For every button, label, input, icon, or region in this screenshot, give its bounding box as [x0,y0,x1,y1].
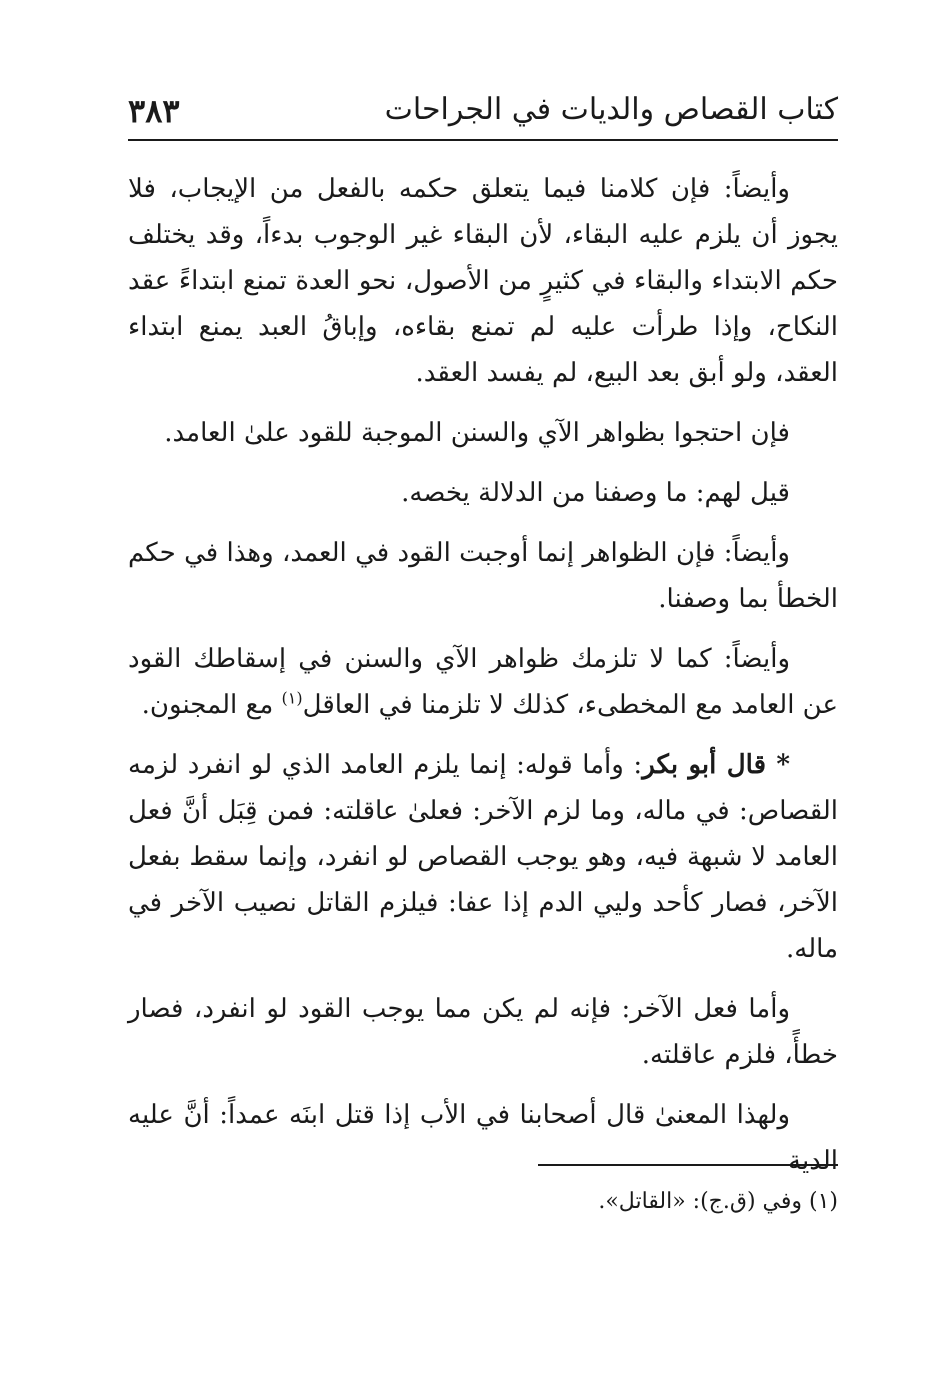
paragraph-qala-abu-bakr [128,742,838,972]
main-text [128,166,838,1198]
paragraph: وأيضاً: فإن الظواهر إنما أوجبت القود في العمد، وهذا في حكم الخطأ بما وصفنا. [128,538,838,614]
paragraph: قيل لهم: ما وصفنا من الدلالة يخصه. [401,478,790,508]
paragraph: وأما فعل الآخر: فإنه لم يكن مما يوجب القود لو انفرد، فصار خطأً، فلزم عاقلته. [128,994,838,1070]
paragraph-with-footnote [128,636,838,728]
header-rule [128,139,838,141]
paragraph: وأيضاً: فإن كلامنا فيما يتعلق حكمه بالفعل من الإيجاب، فلا يجوز أن يلزم عليه البقاء، لأن البقاء غير الوجوب بدءاً، وقد يختلف حكم الابتداء والبقاء في كثيرٍ من الأصول، نحو العدة تمنع ابتداءً عقد النكاح، وإذا طرأت عليه لم تمنع بقاءه، وإباقُ العبد يمنع ابتداء العقد، ولو أبق بعد البيع، لم يفسد العقد. [128,174,838,388]
paragraph-text: وأيضاً: كما لا تلزمك ظواهر الآي والسنن في إسقاطك القود عن العامد مع المخطىء، كذلك لا تلزمنا في العاقل [128,644,838,720]
paragraph-text: : وأما قوله: إنما يلزم العامد الذي لو انفرد لزمه القصاص: في ماله، وما لزم الآخر: فعلىٰ عاقلته: فمن قِبَل أنَّ فعل العامد لا شبهة فيه، وهو يوجب القصاص لو انفرد، وإنما سقط بفعل الآخر، فصار كأحد وليي الدم إذا عفا: فيلزم القاتل نصيب الآخر في ماله. [128,750,838,964]
running-title: كتاب القصاص والديات في الجراحات [384,92,838,127]
paragraph-text: مع المجنون. [141,690,282,720]
paragraph: ولهذا المعنىٰ قال أصحابنا في الأب إذا قتل ابنَه عمداً: أنَّ عليه الدية [128,1100,838,1176]
section-marker: * [766,750,790,780]
paragraph: فإن احتجوا بظواهر الآي والسنن الموجبة للقود علىٰ العامد. [164,418,790,448]
footnote: (١) وفي (ق.ج): «القاتل». [598,1189,838,1214]
footnote-rule [538,1164,838,1166]
page-number: ٣٨٣ [128,92,180,130]
speaker-name: قال أبو بكر [642,750,767,780]
page-header [128,88,838,138]
footnote-reference[interactable]: (١) [281,688,303,708]
